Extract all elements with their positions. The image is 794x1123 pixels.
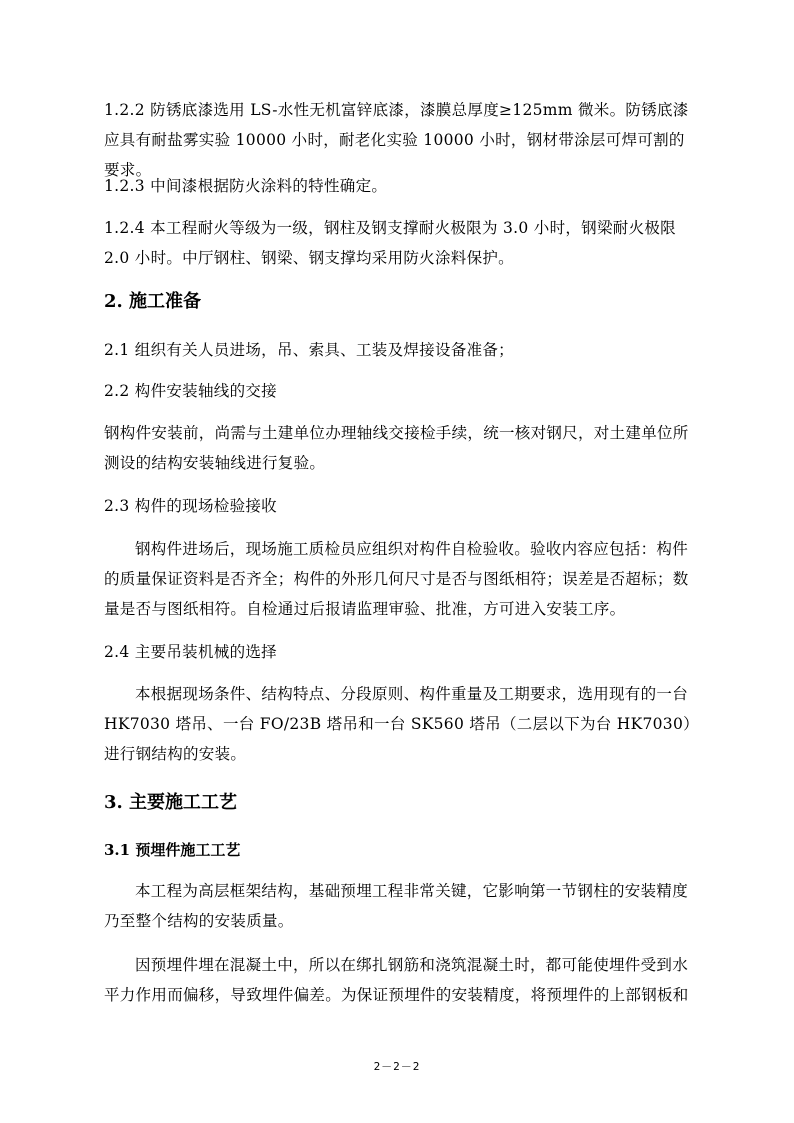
page-number: 2－2－2: [373, 1060, 421, 1073]
paragraph-1-2-2: 1.2.2 防锈底漆选用 LS-水性无机富锌底漆，漆膜总厚度≥125mm 微米。防锈底漆应具有耐盐雾实验 10000 小时，耐老化实验 10000 小时，钢材带涂层可焊可割的要求。: [104, 101, 689, 179]
paragraph-2-2-title: 2.2 构件安装轴线的交接: [104, 382, 277, 400]
paragraph-1-2-3: 1.2.3 中间漆根据防火涂料的特性确定。: [104, 177, 388, 195]
subsection-heading-3-1: 3.1 预埋件施工工艺: [104, 841, 241, 859]
paragraph-2-3-title: 2.3 构件的现场检验接收: [104, 497, 277, 515]
paragraph-2-4-body: 本根据现场条件、结构特点、分段原则、构件重量及工期要求，选用现有的一台 HK7030 塔吊、一台 FO/23B 塔吊和一台 SK560 塔吊（二层以下为台 HK7030）进行钢结构的安装。: [104, 685, 692, 763]
paragraph-1-2-4: 1.2.4 本工程耐火等级为一级，钢柱及钢支撑耐火极限为 3.0 小时，钢梁耐火极限 2.0 小时。中厅钢柱、钢梁、钢支撑均采用防火涂料保护。: [104, 219, 676, 267]
paragraph-2-3-body: 钢构件进场后，现场施工质检员应组织对构件自检验收。验收内容应包括：构件的质量保证资料是否齐全；构件的外形几何尺寸是否与图纸相符；误差是否超标；数量是否与图纸相符。自检通过后报请监理审验、批准，方可进入安装工序。: [104, 540, 689, 618]
section-heading-2: 2. 施工准备: [104, 291, 202, 312]
paragraph-2-4-title: 2.4 主要吊装机械的选择: [104, 643, 277, 661]
section-heading-3: 3. 主要施工工艺: [104, 792, 238, 813]
paragraph-2-1: 2.1 组织有关人员进场，吊、索具、工装及焊接设备准备；: [104, 341, 514, 359]
paragraph-3-1-body-1: 本工程为高层框架结构，基础预埋工程非常关键，它影响第一节钢柱的安装精度乃至整个结构的安装质量。: [104, 882, 689, 930]
paragraph-3-1-body-2: 因预埋件埋在混凝土中，所以在绑扎钢筋和浇筑混凝土时，都可能使埋件受到水平力作用而偏移，导致埋件偏差。为保证预埋件的安装精度，将预埋件的上部钢板和: [104, 956, 689, 1004]
paragraph-2-2-body: 钢构件安装前，尚需与土建单位办理轴线交接检手续，统一核对钢尺，对土建单位所测设的结构安装轴线进行复验。: [104, 424, 689, 472]
